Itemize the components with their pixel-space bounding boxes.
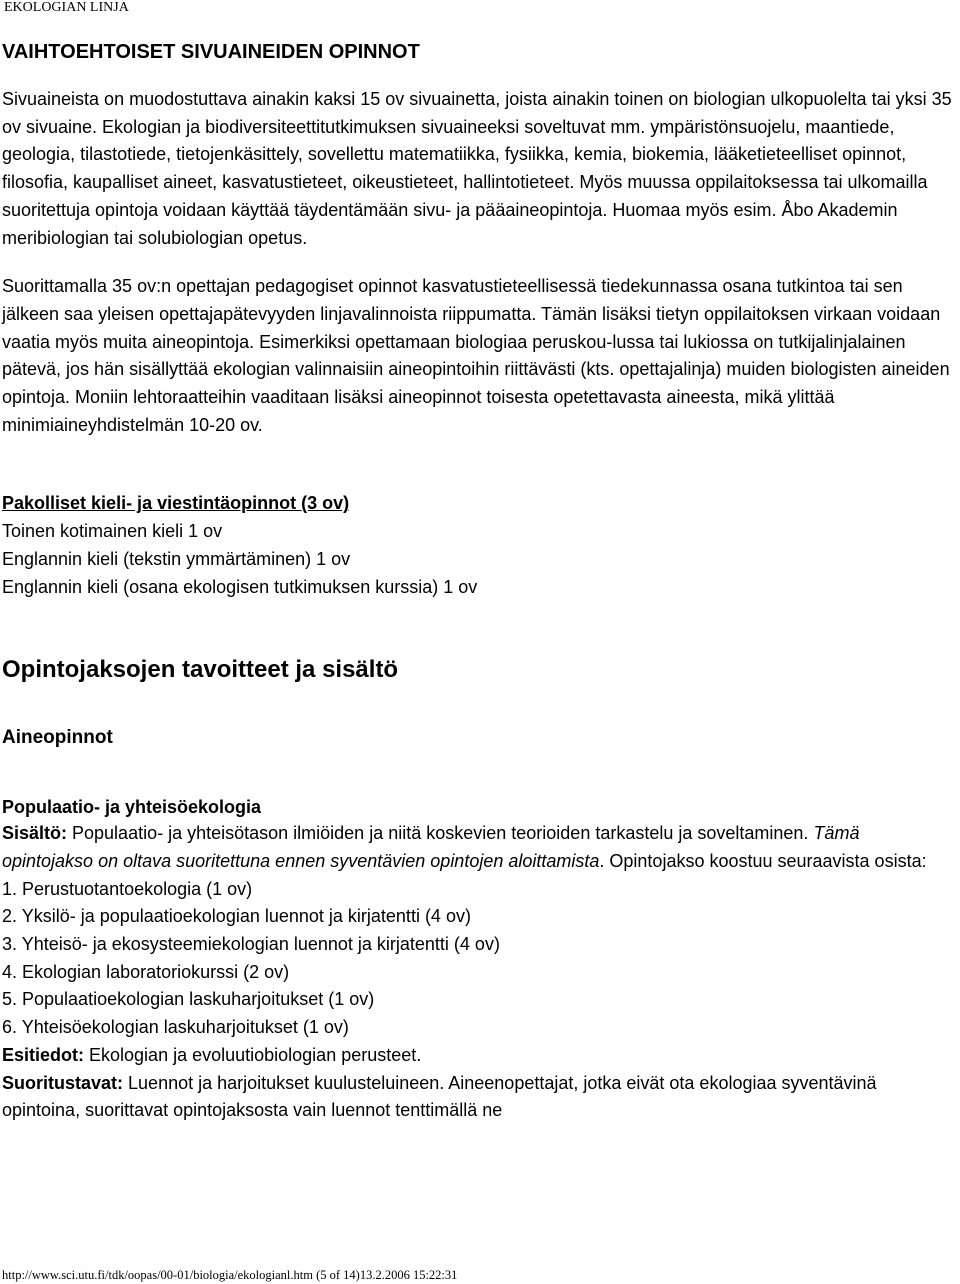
section-title: VAIHTOEHTOISET SIVUAINEIDEN OPINNOT bbox=[2, 41, 420, 63]
language-item: Englannin kieli (osana ekologisen tutkimuksen kurssia) 1 ov bbox=[2, 576, 478, 597]
languages-title: Pakolliset kieli- ja viestintäopinnot (3 ov) bbox=[2, 493, 350, 514]
prerequisites bbox=[2, 1042, 952, 1070]
course-part-item: 5. Populaatioekologian laskuharjoitukset (1 ov) bbox=[2, 989, 375, 1010]
main-content bbox=[2, 38, 952, 1125]
prereq-label: Esitiedot: bbox=[2, 1044, 85, 1065]
method-text: Luennot ja harjoitukset kuulusteluineen. Aineenopettajat, jotka eivät ota ekologiaa syventävinä opintoina, suorittavat opintojaksosta vain luennot tenttimällä ne bbox=[2, 1072, 877, 1121]
content-italic-note: Tämä opintojakso on oltava suoritettuna ennen syventävien opintojen aloittamista bbox=[2, 823, 860, 871]
course-part-item: 1. Perustuotantoekologia (1 ov) bbox=[2, 878, 253, 899]
content-label: Sisältö: bbox=[2, 823, 68, 844]
paragraph-side-subjects: Sivuaineista on muodostuttava ainakin kaksi 15 ov sivuainetta, joista ainakin toinen on biologian ulkopuolelta tai yksi 35 ov sivuaine. Ekologian ja biodiversiteettitutkimuksen sivuaineeksi soveltuvat mm. ympäristönsuojelu, maantiede, geologia, tilastotiede, tietojenkäsittely, sovellettu matematiikka, fysiikka, kemia, biokemia, lääketieteelliset opinnot, filosofia, kaupalliset aineet, kasvatustieteet, oikeustieteet, hallintotieteet. Myös muussa oppilaitoksessa tai ulkomailla suoritettuja opintoja voidaan käyttää täydentämään sivu- ja pääaineopintoja. Huomaa myös esim. Åbo Akademin meribiologian tai solubiologian opetus. bbox=[2, 89, 952, 248]
course-part-item: 3. Yhteisö- ja ekosysteemiekologian luennot ja kirjatentti (4 ov) bbox=[2, 934, 500, 955]
aineopinnot-heading: Aineopinnot bbox=[2, 727, 113, 749]
method-label: Suoritustavat: bbox=[2, 1072, 124, 1093]
course-part-item: 2. Yksilö- ja populaatioekologian luennot ja kirjatentti (4 ov) bbox=[2, 906, 471, 927]
course-part-item: 6. Yhteisöekologian laskuharjoitukset (1 ov) bbox=[2, 1017, 349, 1038]
course-title: Populaatio- ja yhteisöekologia bbox=[2, 797, 262, 818]
paragraph-teacher-studies: Suorittamalla 35 ov:n opettajan pedagogiset opinnot kasvatustieteellisessä tiedekunnassa osana tutkintoa tai sen jälkeen saa yleisen opettajapätevyyden linjavalinnoista riippumatta. Tämän lisäksi tietyn oppilaitoksen virkaan voidaan vaatia myös muita aineopintoja. Esimerkiksi opettamaan biologiaa peruskou-lussa tai lukiossa on tutkijalinjalainen pätevä, jos hän sisällyttää ekologian valinnaisiin aineopintoihin riittävästi (kts. opettajalinja) muiden biologisten aineiden opintoja. Moniin lehtoraatteihin vaaditaan lisäksi aineopinnot toisesta opetettavasta aineesta, mikä ylittää minimiaineyhdistelmän 10-20 ov. bbox=[2, 276, 950, 435]
course-part-item: 4. Ekologian laboratoriokurssi (2 ov) bbox=[2, 961, 290, 982]
language-item: Toinen kotimainen kieli 1 ov bbox=[2, 521, 223, 542]
course-content bbox=[2, 820, 952, 875]
content-after: . Opintojakso koostuu seuraavista osista: bbox=[599, 850, 927, 871]
language-item: Englannin kieli (tekstin ymmärtäminen) 1 ov bbox=[2, 548, 351, 569]
page-footer-url: http://www.sci.utu.fi/tdk/oopas/00-01/biologia/ekologianl.htm (5 of 14)13.2.2006 15:22:31 bbox=[2, 1268, 458, 1282]
course-parts-list bbox=[2, 876, 952, 1042]
prereq-text: Ekologian ja evoluutiobiologian perusteet. bbox=[84, 1044, 422, 1065]
goals-heading: Opintojaksojen tavoitteet ja sisältö bbox=[2, 656, 399, 684]
content-text: Populaatio- ja yhteisötason ilmiöiden ja niitä koskevien teorioiden tarkastelu ja soveltaminen. bbox=[67, 823, 814, 844]
completion-methods bbox=[2, 1070, 952, 1125]
page-header: EKOLOGIAN LINJA bbox=[4, 0, 129, 15]
languages-section bbox=[2, 490, 952, 601]
